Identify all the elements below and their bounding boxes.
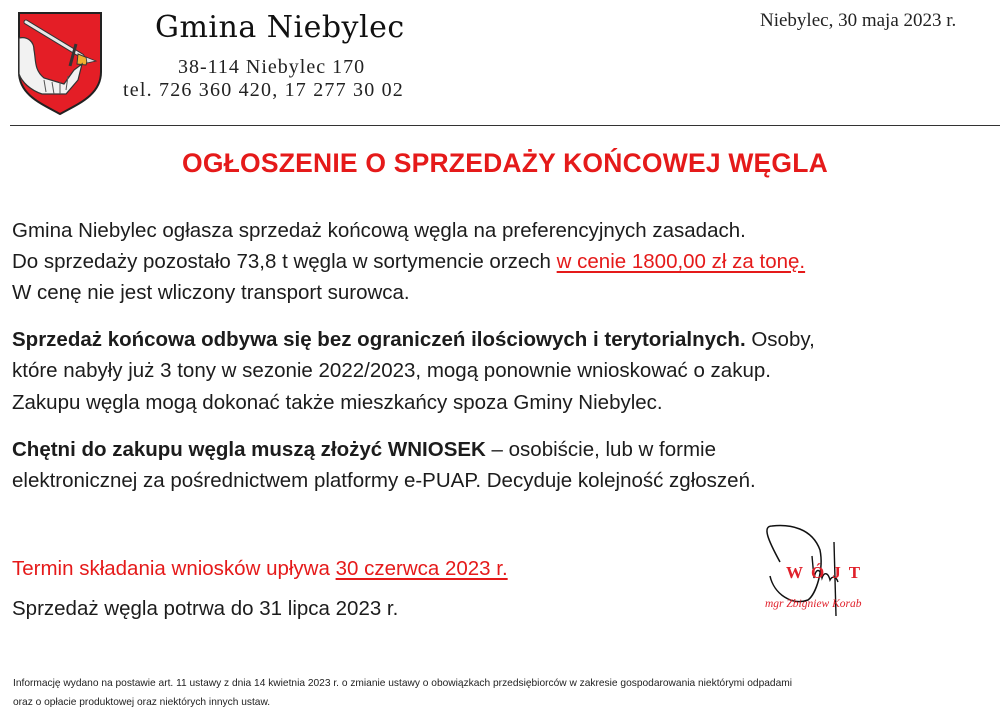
header-divider [10, 125, 1000, 126]
footnote-line-2: oraz o opłacie produktowej oraz niektórych innych ustaw. [13, 697, 271, 708]
paragraph-2-line-3: Zakupu węgla mogą dokonać także mieszkańcy spoza Gminy Niebylec. [12, 391, 663, 414]
paragraph-3-line-1 [12, 435, 716, 464]
paragraph-2-line-1-rest: Osoby, [745, 328, 815, 351]
signature-title: WÓJT [786, 563, 869, 582]
paragraph-3-line-2: elektronicznej za pośrednictwem platformy e-PUAP. Decyduje kolejność zgłoszeń. [12, 469, 756, 492]
paragraph-1-line-3: W cenę nie jest wliczony transport surowca. [12, 281, 410, 304]
legal-footnote [13, 674, 792, 712]
no-limits-text: Sprzedaż końcowa odbywa się bez ograniczeń ilościowych i terytorialnych. [12, 328, 746, 351]
deadline-date: 30 czerwca 2023 r. [335, 557, 508, 580]
coat-of-arms-icon [16, 10, 104, 116]
paragraph-3-line-1-rest: – osobiście, lub w formie [485, 438, 716, 461]
price-text: w cenie 1800,00 zł za tonę. [556, 250, 806, 273]
paragraph-1-line-1: Gmina Niebylec ogłasza sprzedaż końcową węgla na preferencyjnych zasadach. [12, 219, 746, 242]
org-address: 38-114 Niebylec 170 [178, 56, 366, 78]
application-required-text: Chętni do zakupu węgla muszą złożyć WNIOSEK [12, 438, 486, 461]
paragraph-1-line-2 [12, 247, 805, 276]
org-phone: tel. 726 360 420, 17 277 30 02 [123, 79, 404, 101]
footnote-line-1: Informację wydano na postawie art. 11 ustawy z dnia 14 kwietnia 2023 r. o zmianie ustawy o obowiązkach przedsiębiorców w zakresie gospodarowania niektórymi odpadami [13, 678, 792, 689]
place-date: Niebylec, 30 maja 2023 r. [760, 10, 957, 31]
signature-name: mgr Zbigniew Korab [765, 598, 862, 610]
paragraph-2-line-1 [12, 325, 815, 354]
remaining-coal-text: Do sprzedaży pozostało 73,8 t węgla w sortymencie orzech [12, 250, 557, 273]
deadline-prefix: Termin składania wniosków upływa [12, 557, 336, 580]
announcement-title: OGŁOSZENIE O SPRZEDAŻY KOŃCOWEJ WĘGLA [182, 148, 828, 178]
org-name: Gmina Niebylec [155, 10, 405, 45]
paragraph-2-line-2: które nabyły już 3 tony w sezonie 2022/2023, mogą ponownie wnioskować o zakup. [12, 359, 771, 382]
deadline-line [12, 554, 508, 583]
sale-end-line: Sprzedaż węgla potrwa do 31 lipca 2023 r. [12, 597, 399, 620]
